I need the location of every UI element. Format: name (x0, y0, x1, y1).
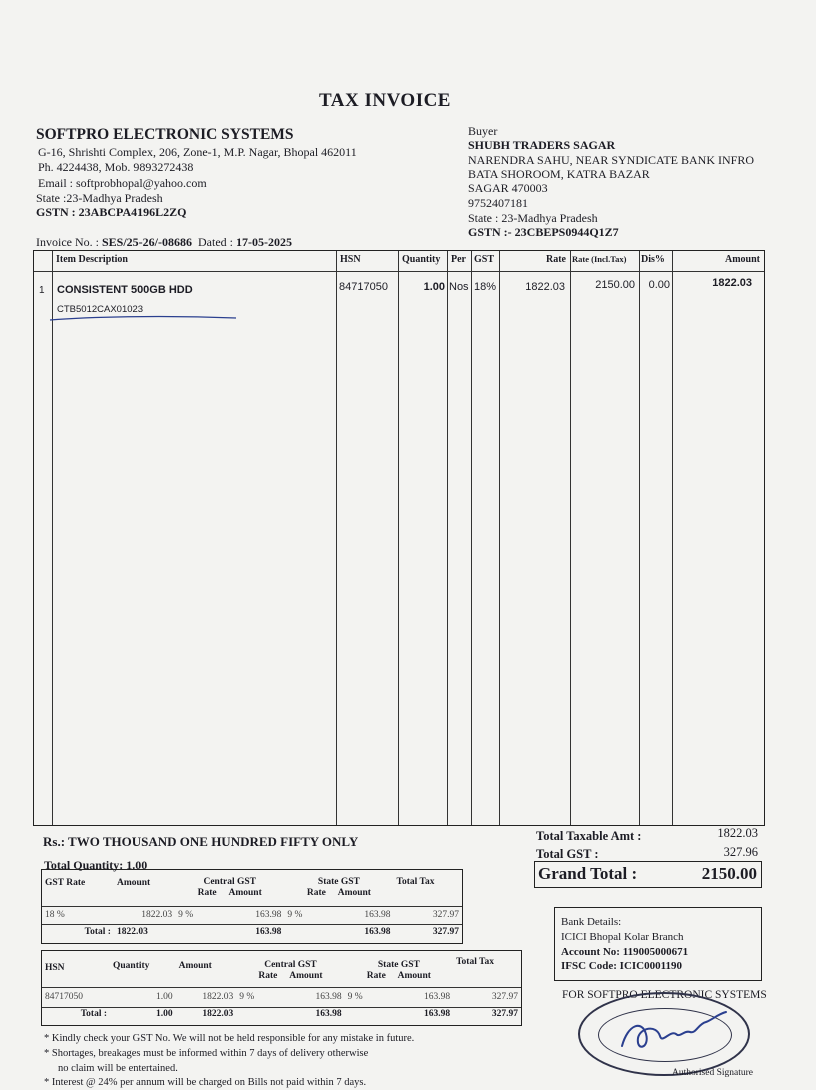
hsn-total-tax: 327.97 (491, 1009, 518, 1020)
gst-total-sgst: 163.98 (364, 926, 391, 937)
hsn-total-amount: 1822.03 (202, 1009, 234, 1020)
hsn-row-total-tax: 327.97 (491, 992, 518, 1002)
gst-header-central-amount: Amount (228, 888, 262, 898)
hsn-total-label: Total : (80, 1009, 107, 1020)
hsn-header-central: Central GST (264, 960, 317, 970)
terms-line-1: * Kindly check your GST No. We will not be held responsible for any mistake in future. (44, 1033, 415, 1044)
gst-header-rate: GST Rate (45, 878, 86, 888)
row-serial: CTB5012CAX01023 (57, 304, 144, 315)
gst-row-cgst-rate: 9 % (178, 910, 194, 920)
seller-name: SOFTPRO ELECTRONIC SYSTEMS (36, 126, 294, 143)
gst-header-central-rate: Rate (197, 888, 217, 898)
gst-total-label: Total : (84, 926, 111, 937)
hsn-header-hsn: HSN (45, 963, 65, 973)
row-hsn: 84717050 (339, 281, 388, 293)
gst-header-central: Central GST (203, 877, 256, 887)
gst-total-cgst: 163.98 (255, 926, 282, 937)
hsn-header-quantity: Quantity (113, 961, 150, 971)
row-sno: 1 (39, 285, 45, 296)
authorised-signature: Authorised Signature (672, 1068, 754, 1078)
seller-phone: Ph. 4224438, Mob. 9893272438 (38, 160, 194, 174)
serial-underline-pen-mark (48, 313, 238, 325)
row-description: CONSISTENT 500GB HDD (57, 284, 193, 296)
hsn-row-cgst-amount: 163.98 (315, 992, 342, 1002)
buyer-city: SAGAR 470003 (468, 181, 548, 195)
grand-total-label: Grand Total : (538, 864, 638, 883)
buyer-address-line1: NARENDRA SAHU, NEAR SYNDICATE BANK INFRO (468, 153, 755, 167)
row-quantity: 1.00 (423, 281, 445, 293)
header-amount: Amount (724, 254, 760, 265)
invoice-number-label: Invoice No. : (36, 235, 99, 249)
hsn-header-amount: Amount (178, 961, 212, 971)
hsn-row-quantity: 1.00 (155, 992, 173, 1002)
bank-details-box (554, 907, 762, 981)
total-gst-value: 327.96 (723, 845, 758, 859)
total-quantity: Total Quantity: 1.00 (44, 858, 148, 872)
gst-total-tax: 327.97 (432, 926, 459, 937)
gst-row-amount: 1822.03 (141, 910, 173, 920)
invoice-number-row (36, 235, 292, 250)
buyer-phone: 9752407181 (468, 196, 528, 210)
gst-header-state: State GST (317, 877, 360, 887)
seller-state: State :23-Madhya Pradesh (36, 191, 163, 205)
total-gst-label: Total GST : (536, 847, 599, 861)
bank-ifsc: IFSC Code: ICIC0001190 (561, 960, 683, 972)
hsn-header-state: State GST (377, 960, 420, 970)
row-amount: 1822.03 (712, 277, 752, 289)
header-gst: GST (474, 254, 495, 265)
invoice-date-label: Dated : (198, 235, 233, 249)
seller-email: Email : softprobhopal@yahoo.com (38, 176, 207, 190)
hsn-row-amount: 1822.03 (202, 992, 234, 1002)
gst-row-sgst-rate: 9 % (287, 910, 303, 920)
for-company: FOR SOFTPRO ELECTRONIC SYSTEMS (562, 989, 767, 1001)
buyer-address-line2: BATA SHOROOM, KATRA BAZAR (468, 167, 650, 181)
row-rate: 1822.03 (525, 281, 565, 293)
hsn-header-total-tax: Total Tax (456, 957, 494, 967)
hsn-header-state-rate: Rate (366, 971, 386, 981)
header-per: Per (451, 254, 466, 265)
seller-address: G-16, Shrishti Complex, 206, Zone-1, M.P. Nagar, Bhopal 462011 (38, 145, 357, 159)
row-gst: 18% (474, 281, 497, 293)
header-hsn: HSN (340, 254, 361, 265)
hsn-header-central-amount: Amount (289, 971, 323, 981)
hsn-row-cgst-rate: 9 % (239, 992, 255, 1002)
buyer-gstin: GSTN :- 23CBEPS0944Q1Z7 (468, 225, 619, 239)
header-description: Item Description (56, 254, 128, 265)
gst-header-total-tax: Total Tax (396, 877, 435, 887)
terms-line-3: no claim will be entertained. (58, 1063, 178, 1074)
company-seal (578, 992, 750, 1076)
document-title: TAX INVOICE (319, 90, 451, 111)
gst-row-cgst-amount: 163.98 (255, 910, 282, 920)
total-taxable-value: 1822.03 (717, 826, 758, 840)
row-per: Nos (449, 281, 469, 293)
seller-gstin: GSTN : 23ABCPA4196L2ZQ (36, 205, 187, 219)
buyer-state: State : 23-Madhya Pradesh (468, 211, 598, 225)
header-rate-incl: Rate (Incl.Tax) (572, 254, 627, 264)
bank-name: ICICI Bhopal Kolar Branch (561, 931, 684, 943)
gst-row-total-tax: 327.97 (432, 910, 459, 920)
invoice-number: SES/25-26/-08686 (101, 235, 192, 249)
items-table (33, 250, 765, 826)
hsn-total-cgst: 163.98 (315, 1009, 342, 1020)
hsn-header-central-rate: Rate (258, 971, 278, 981)
grand-total-box (534, 861, 762, 888)
row-rate-incl: 2150.00 (595, 279, 635, 291)
bank-account: Account No: 119005000671 (561, 946, 689, 958)
header-quantity: Quantity (402, 254, 441, 265)
buyer-label: Buyer (468, 124, 498, 138)
hsn-header-state-amount: Amount (397, 971, 431, 981)
bank-heading: Bank Details: (561, 916, 622, 928)
amount-in-words: Rs.: TWO THOUSAND ONE HUNDRED FIFTY ONLY (43, 834, 359, 849)
gst-row-sgst-amount: 163.98 (364, 910, 391, 920)
row-dis: 0.00 (648, 279, 670, 291)
hsn-summary-table (41, 950, 522, 1026)
hsn-row-sgst-amount: 163.98 (423, 992, 451, 1002)
gst-header-state-rate: Rate (306, 888, 326, 898)
hsn-total-sgst: 163.98 (423, 1009, 451, 1020)
hsn-row-hsn: 84717050 (45, 992, 83, 1002)
terms-line-4: * Interest @ 24% per annum will be charged on Bills not paid within 7 days. (44, 1077, 367, 1088)
hsn-total-quantity: 1.00 (155, 1009, 173, 1020)
grand-total-value: 2150.00 (701, 864, 757, 883)
gst-header-amount: Amount (116, 878, 151, 888)
invoice-date: 17-05-2025 (236, 235, 292, 249)
terms-line-2: * Shortages, breakages must be informed within 7 days of delivery otherwise (44, 1048, 369, 1059)
buyer-name: SHUBH TRADERS SAGAR (468, 138, 616, 152)
gst-total-amount: 1822.03 (116, 926, 148, 937)
total-taxable-label: Total Taxable Amt : (536, 829, 642, 843)
header-dis: Dis% (641, 254, 665, 265)
gst-header-state-amount: Amount (337, 888, 371, 898)
gst-summary-table (41, 869, 463, 944)
hsn-row-sgst-rate: 9 % (347, 992, 363, 1002)
gst-row-rate: 18 % (45, 910, 65, 920)
header-rate: Rate (546, 254, 566, 265)
